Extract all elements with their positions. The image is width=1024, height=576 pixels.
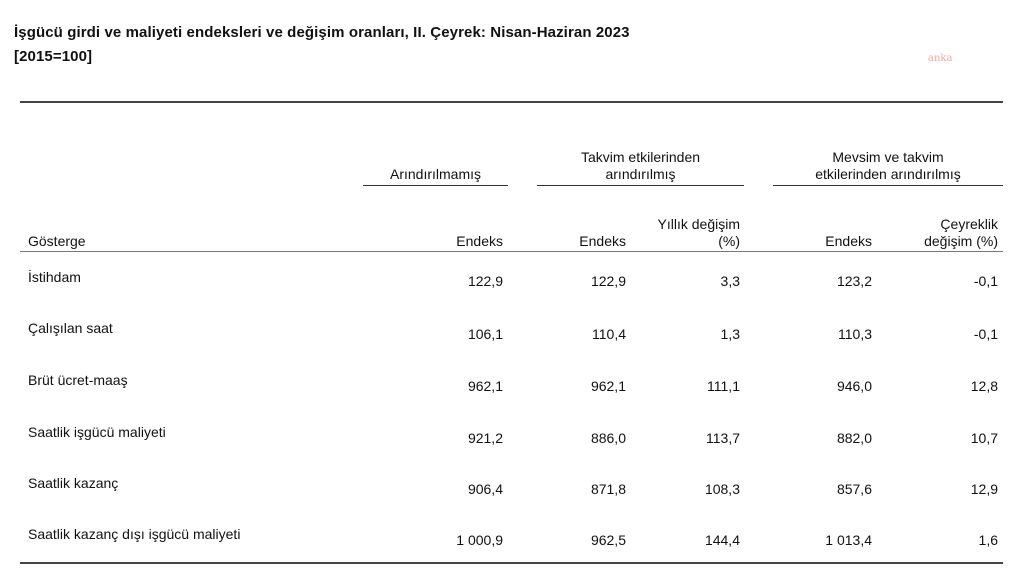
column-header-annual-change-label: Yıllık değişim (%) [657,216,740,249]
row-label-gross-wages: Brüt ücret-maaş [28,372,128,388]
watermark-logo: anka [928,53,953,64]
table-title [14,21,630,69]
header-rule [20,251,1003,252]
table-cell: 144,4 [704,532,740,548]
group-header-unadjusted: Arındırılmamış [363,166,508,186]
column-header-quarterly-change-label: Çeyreklik değişim (%) [924,216,998,249]
table-cell: 921,2 [467,430,503,446]
table-cell: 12,9 [970,481,998,497]
table-cell: 110,4 [592,326,626,342]
table-cell: 1,3 [720,326,740,342]
table-cell: 962,5 [590,532,626,548]
row-label-hours-worked: Çalışılan saat [28,320,113,336]
title-line-1: İşgücü girdi ve maliyeti endeksleri ve değişim oranları, II. Çeyrek: Nisan-Haziran 2023 [14,24,630,41]
table-cell: 1 000,9 [456,532,503,548]
table-cell: 962,1 [590,378,626,394]
table-cell: 871,8 [590,481,626,497]
table-cell: -0,1 [973,326,998,342]
table-cell: 1 013,4 [825,532,872,548]
group-header-seasonal-adjusted-label: Mevsim ve takvim etkilerinden arındırılmış [815,149,961,182]
row-label-employment: İstihdam [28,269,81,285]
table-cell: 857,6 [836,481,872,497]
title-line-2: [2015=100] [14,48,93,65]
table-cell: 10,7 [970,430,998,446]
table-cell: 906,4 [467,481,503,497]
table-cell: 111,1 [707,378,740,394]
group-header-calendar-adjusted-label: Takvim etkilerinden arındırılmış [580,149,701,182]
column-header-index-1: Endeks [456,233,503,249]
table-cell: 12,8 [970,378,998,394]
table-cell: 946,0 [836,378,872,394]
table-cell: 113,7 [706,430,740,446]
row-label-non-wage-labour-cost: Saatlik kazanç dışı işgücü maliyeti [28,526,241,542]
column-header-index-3: Endeks [825,233,872,249]
table-cell: 886,0 [590,430,626,446]
table-cell: 108,3 [704,481,740,497]
group-header-calendar-adjusted [537,149,744,186]
group-header-seasonal-adjusted [773,149,1003,186]
top-rule [20,101,1003,103]
row-label-hourly-labour-cost: Saatlik işgücü maliyeti [28,424,166,440]
column-header-indicator: Gösterge [28,233,86,249]
table-cell: 882,0 [836,430,872,446]
table-cell: 110,3 [838,326,872,342]
table-cell: 123,2 [836,273,872,289]
row-label-hourly-earnings: Saatlik kazanç [28,475,119,491]
table-cell: -0,1 [973,273,998,289]
bottom-rule [20,562,1003,564]
table-cell: 1,6 [978,532,998,548]
column-header-index-2: Endeks [579,233,626,249]
column-header-quarterly-change [880,216,998,250]
table-cell: 122,9 [467,273,503,289]
table-cell: 106,1 [467,326,503,342]
table-cell: 962,1 [467,378,503,394]
table-cell: 122,9 [590,273,626,289]
table-cell: 3,3 [720,273,740,289]
column-header-annual-change [640,216,740,250]
